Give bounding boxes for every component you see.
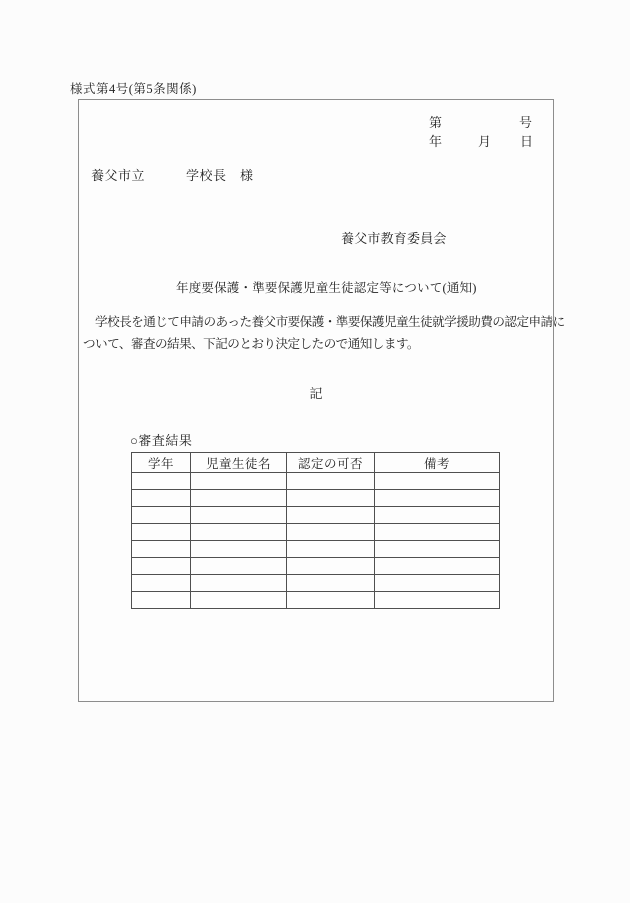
table-cell-empty <box>375 473 500 490</box>
table-cell-empty <box>191 592 287 609</box>
sender-organization: 養父市教育委員会 <box>341 231 447 246</box>
table-cell-empty <box>191 507 287 524</box>
table-cell-empty <box>132 592 191 609</box>
table-row-empty <box>132 592 500 609</box>
doc-number-suffix: 号 <box>519 115 533 130</box>
date-day-label: 日 <box>520 134 534 149</box>
table-cell-empty <box>287 490 375 507</box>
table-cell-empty <box>375 592 500 609</box>
table-cell-empty <box>375 541 500 558</box>
table-cell-empty <box>375 524 500 541</box>
col-header-grade: 学年 <box>132 453 191 473</box>
table-cell-empty <box>375 507 500 524</box>
table-cell-empty <box>191 541 287 558</box>
table-cell-empty <box>191 524 287 541</box>
table-cell-empty <box>375 558 500 575</box>
col-header-approval: 認定の可否 <box>287 453 375 473</box>
body-paragraph <box>83 311 565 355</box>
table-cell-empty <box>287 507 375 524</box>
table-row-empty <box>132 524 500 541</box>
table-cell-empty <box>287 524 375 541</box>
section-heading-results: ○審査結果 <box>130 433 193 448</box>
table-cell-empty <box>191 575 287 592</box>
table-cell-empty <box>132 507 191 524</box>
col-header-remarks: 備考 <box>375 453 500 473</box>
form-number-label: 様式第4号(第5条関係) <box>70 82 197 96</box>
document-title: 年度要保護・準要保護児童生徒認定等について(通知) <box>176 281 477 295</box>
table-row-empty <box>132 575 500 592</box>
table-cell-empty <box>287 473 375 490</box>
table-cell-empty <box>132 541 191 558</box>
body-line-2: ついて、審査の結果、下記のとおり決定したので通知します。 <box>83 337 419 351</box>
addressee-city: 養父市立 <box>91 168 146 183</box>
table-cell-empty <box>132 473 191 490</box>
table-header-row <box>132 453 500 473</box>
table-cell-empty <box>191 473 287 490</box>
table-cell-empty <box>287 541 375 558</box>
ki-marker: 記 <box>309 386 323 401</box>
table-cell-empty <box>375 575 500 592</box>
date-year-label: 年 <box>429 134 443 149</box>
table-cell-empty <box>287 558 375 575</box>
table-cell-empty <box>132 490 191 507</box>
table-cell-empty <box>132 558 191 575</box>
table-cell-empty <box>191 558 287 575</box>
table-cell-empty <box>375 490 500 507</box>
table-cell-empty <box>191 490 287 507</box>
table-row-empty <box>132 558 500 575</box>
col-header-student-name: 児童生徒名 <box>191 453 287 473</box>
table-cell-empty <box>132 575 191 592</box>
results-table-body <box>132 473 500 609</box>
results-table <box>131 452 500 609</box>
table-cell-empty <box>287 575 375 592</box>
addressee-principal: 学校長 様 <box>186 168 254 183</box>
table-cell-empty <box>287 592 375 609</box>
table-row-empty <box>132 541 500 558</box>
table-row-empty <box>132 490 500 507</box>
table-row-empty <box>132 473 500 490</box>
table-row-empty <box>132 507 500 524</box>
doc-number-prefix: 第 <box>429 115 443 130</box>
body-line-1: 学校長を通じて申請のあった養父市要保護・準要保護児童生徒就学援助費の認定申請に <box>83 315 565 329</box>
table-cell-empty <box>132 524 191 541</box>
document-border-box <box>78 99 565 702</box>
date-month-label: 月 <box>478 134 492 149</box>
